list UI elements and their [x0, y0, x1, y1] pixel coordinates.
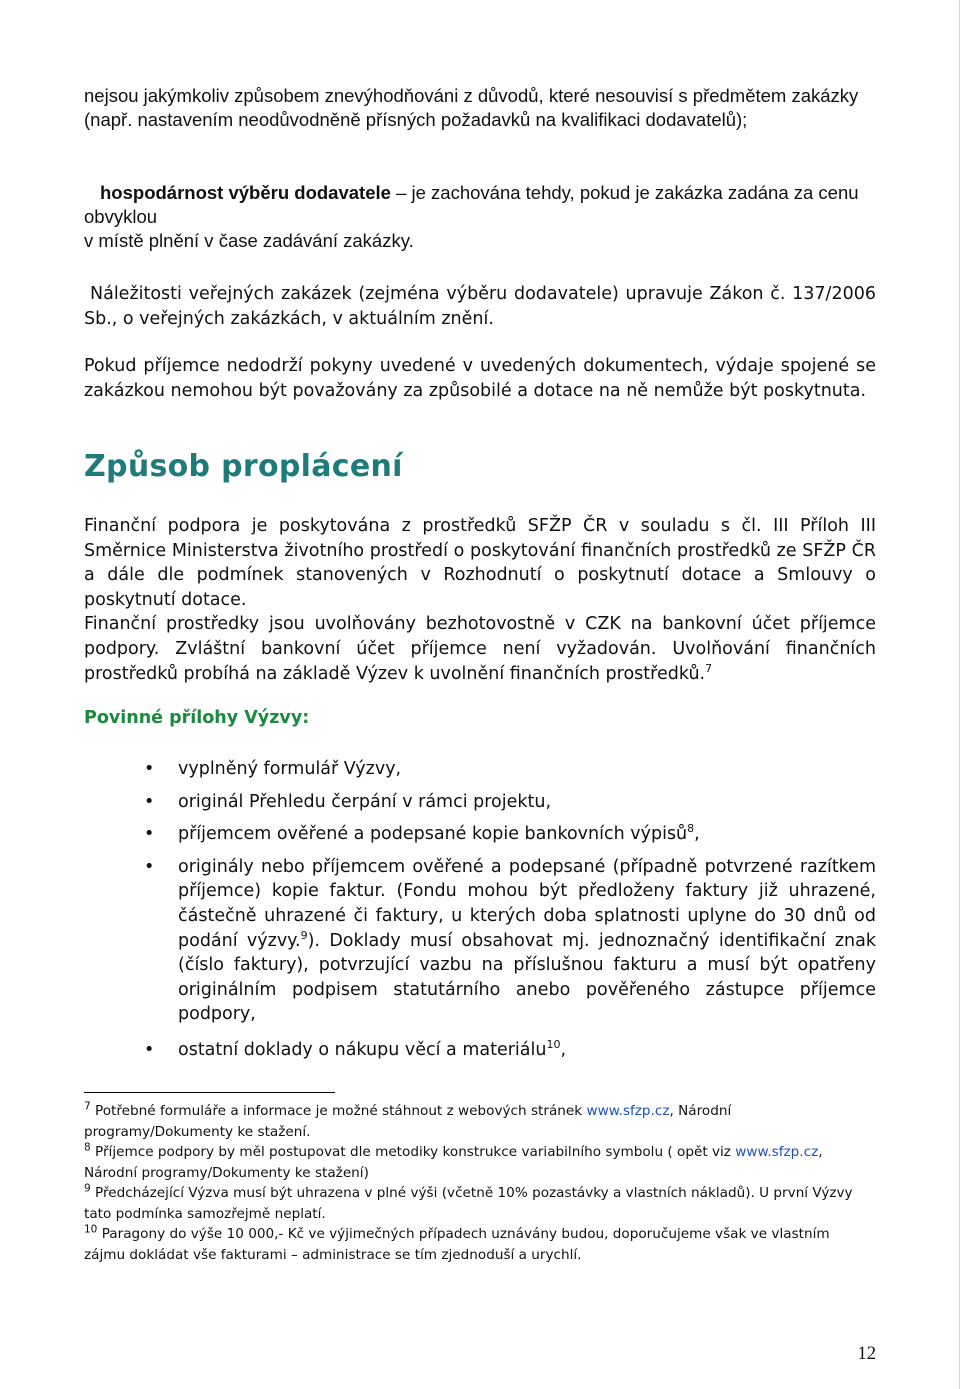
list-item-text: originál Přehledu čerpání v rámci projektu,	[178, 791, 552, 812]
footnote-ref-9[interactable]: 9	[300, 928, 308, 942]
list-item-text: vyplněný formulář Výzvy,	[178, 759, 402, 779]
warning-paragraph: Pokud příjemce nedodrží pokyny uvedené v uvedených dokumentech, výdaje spojené se zakázkou nemohou být považovány za způsobilé a dotace na ně nemůže být poskytnuta.	[84, 356, 876, 401]
footnote-9	[84, 1183, 864, 1224]
footnote-text: Příjemce podpory by měl postupovat dle metodiky konstrukce variabilního symbolu ( opět viz	[90, 1144, 736, 1160]
footnote-ref-8[interactable]: 8	[687, 822, 695, 836]
law-paragraph: Náležitosti veřejných zakázek (zejména výběru dodavatele) upravuje Zákon č. 137/2006 Sb., o veřejných zakázkách, v aktuálním znění.	[84, 284, 876, 329]
list-item	[84, 822, 876, 847]
footnote-text: , Národní programy/Dokumenty ke stažení)	[84, 1144, 823, 1181]
attachments-heading: Povinné přílohy Výzvy:	[84, 708, 310, 728]
list-item-tail: ,	[560, 1039, 567, 1060]
payment-paragraph-1: Finanční podpora je poskytována z prostředků SFŽP ČR v souladu s čl. III Příloh III Směrnice Ministerstva životního prostředí o poskytování finančních prostředků ze SFŽP ČR a dále dle podmínek stanovených v Rozhodnutí o poskytnutí dotace a Smlouvy o poskytnutí dotace.	[84, 516, 876, 610]
list-item-text: ostatní doklady o nákupu věcí a materiálu	[178, 1039, 547, 1060]
footnote-text: Potřebné formuláře a informace je možné stáhnout z webových stránek	[90, 1103, 587, 1119]
footnote-text: , Národní programy/Dokumenty ke stažení.	[84, 1103, 732, 1140]
footnote-number: 10	[84, 1223, 98, 1236]
bullet-icon: •	[144, 1039, 155, 1060]
list-item-tail: ,	[694, 824, 700, 845]
footnote-ref-7[interactable]: 7	[705, 661, 713, 675]
list-item	[84, 757, 876, 782]
economy-paragraph	[84, 181, 876, 253]
list-item	[84, 855, 876, 1027]
list-item-text-cont: ). Doklady musí obsahovat mj. jednoznačný identifikační znak (číslo faktury), potvrzující vazbu na příslušnou fakturu a musí být opatřeny originálním podpisem statutárního anebo pověřeného zástupce příjemce podpory,	[178, 930, 877, 1025]
bullet-icon: •	[144, 856, 155, 877]
sfzp-link[interactable]: www.sfzp.cz	[735, 1144, 819, 1160]
economy-rest-1: – je zachována tehdy, pokud je zakázka zadána za cenu obvyklou	[84, 182, 859, 227]
economy-rest-2: v místě plnění v čase zadávání zakázky.	[84, 230, 414, 251]
sfzp-link[interactable]: www.sfzp.cz	[586, 1103, 670, 1119]
list-item-text: originály nebo příjemcem ověřené a podepsané (případně potvrzené razítkem příjemce) kopie faktur. (Fondu mohou být předloženy faktury již uhrazené, částečně uhrazené či faktury, u kterých doba splatnosti uplyne do 30 dnů od podání výzvy.	[178, 856, 876, 951]
bullet-icon: •	[144, 791, 155, 812]
list-item	[84, 790, 876, 815]
bullet-icon: •	[144, 759, 155, 779]
footnote-number: 7	[84, 1100, 91, 1113]
intro-line-2: (např. nastavením neodůvodněně přísných požadavků na kvalifikaci dodavatelů);	[84, 109, 748, 130]
attachments-list	[84, 757, 876, 1071]
intro-paragraph	[84, 84, 876, 132]
footnote-10	[84, 1224, 864, 1265]
footnote-text: Předcházející Výzva musí být uhrazena v plné výši (včetně 10% pozastávky a vlastních nákladů). U první Výzvy tato podmínka samozřejmě neplatí.	[84, 1185, 853, 1222]
economy-term: hospodárnost výběru dodavatele	[100, 182, 391, 203]
footnote-7	[84, 1101, 864, 1142]
footnote-text: Paragony do výše 10 000,- Kč ve výjimečných případech uznávány budou, doporučujeme však ve vlastním zájmu dokládat vše fakturami – administrace se tím zjednoduší a urychlí.	[84, 1226, 830, 1263]
payment-paragraph-2	[84, 612, 876, 686]
payment-paragraph-2-text: Finanční prostředky jsou uvolňovány bezhotovostně v CZK na bankovní účet příjemce podpory. Zvláštní bankovní účet příjemce není vyžadován. Uvolňování finančních prostředků probíhá na základě Výzev k uvolnění finančních prostředků.	[84, 614, 876, 684]
intro-line-1: nejsou jakýmkoliv způsobem znevýhodňováni z důvodů, které nesouvisí s předmětem zakázky	[84, 85, 859, 106]
page-number: 12	[857, 1344, 876, 1364]
payment-paragraph	[84, 514, 876, 686]
bullet-icon: •	[144, 824, 155, 845]
list-item-text: příjemcem ověřené a podepsané kopie bankovních výpisů	[178, 824, 688, 845]
footnote-number: 8	[84, 1141, 91, 1154]
section-heading: Způsob proplácení	[84, 449, 403, 484]
footnote-8	[84, 1142, 864, 1183]
footnote-ref-10[interactable]: 10	[546, 1038, 561, 1052]
list-item	[84, 1038, 876, 1063]
footnote-number: 9	[84, 1182, 91, 1195]
footnote-separator	[84, 1092, 335, 1093]
